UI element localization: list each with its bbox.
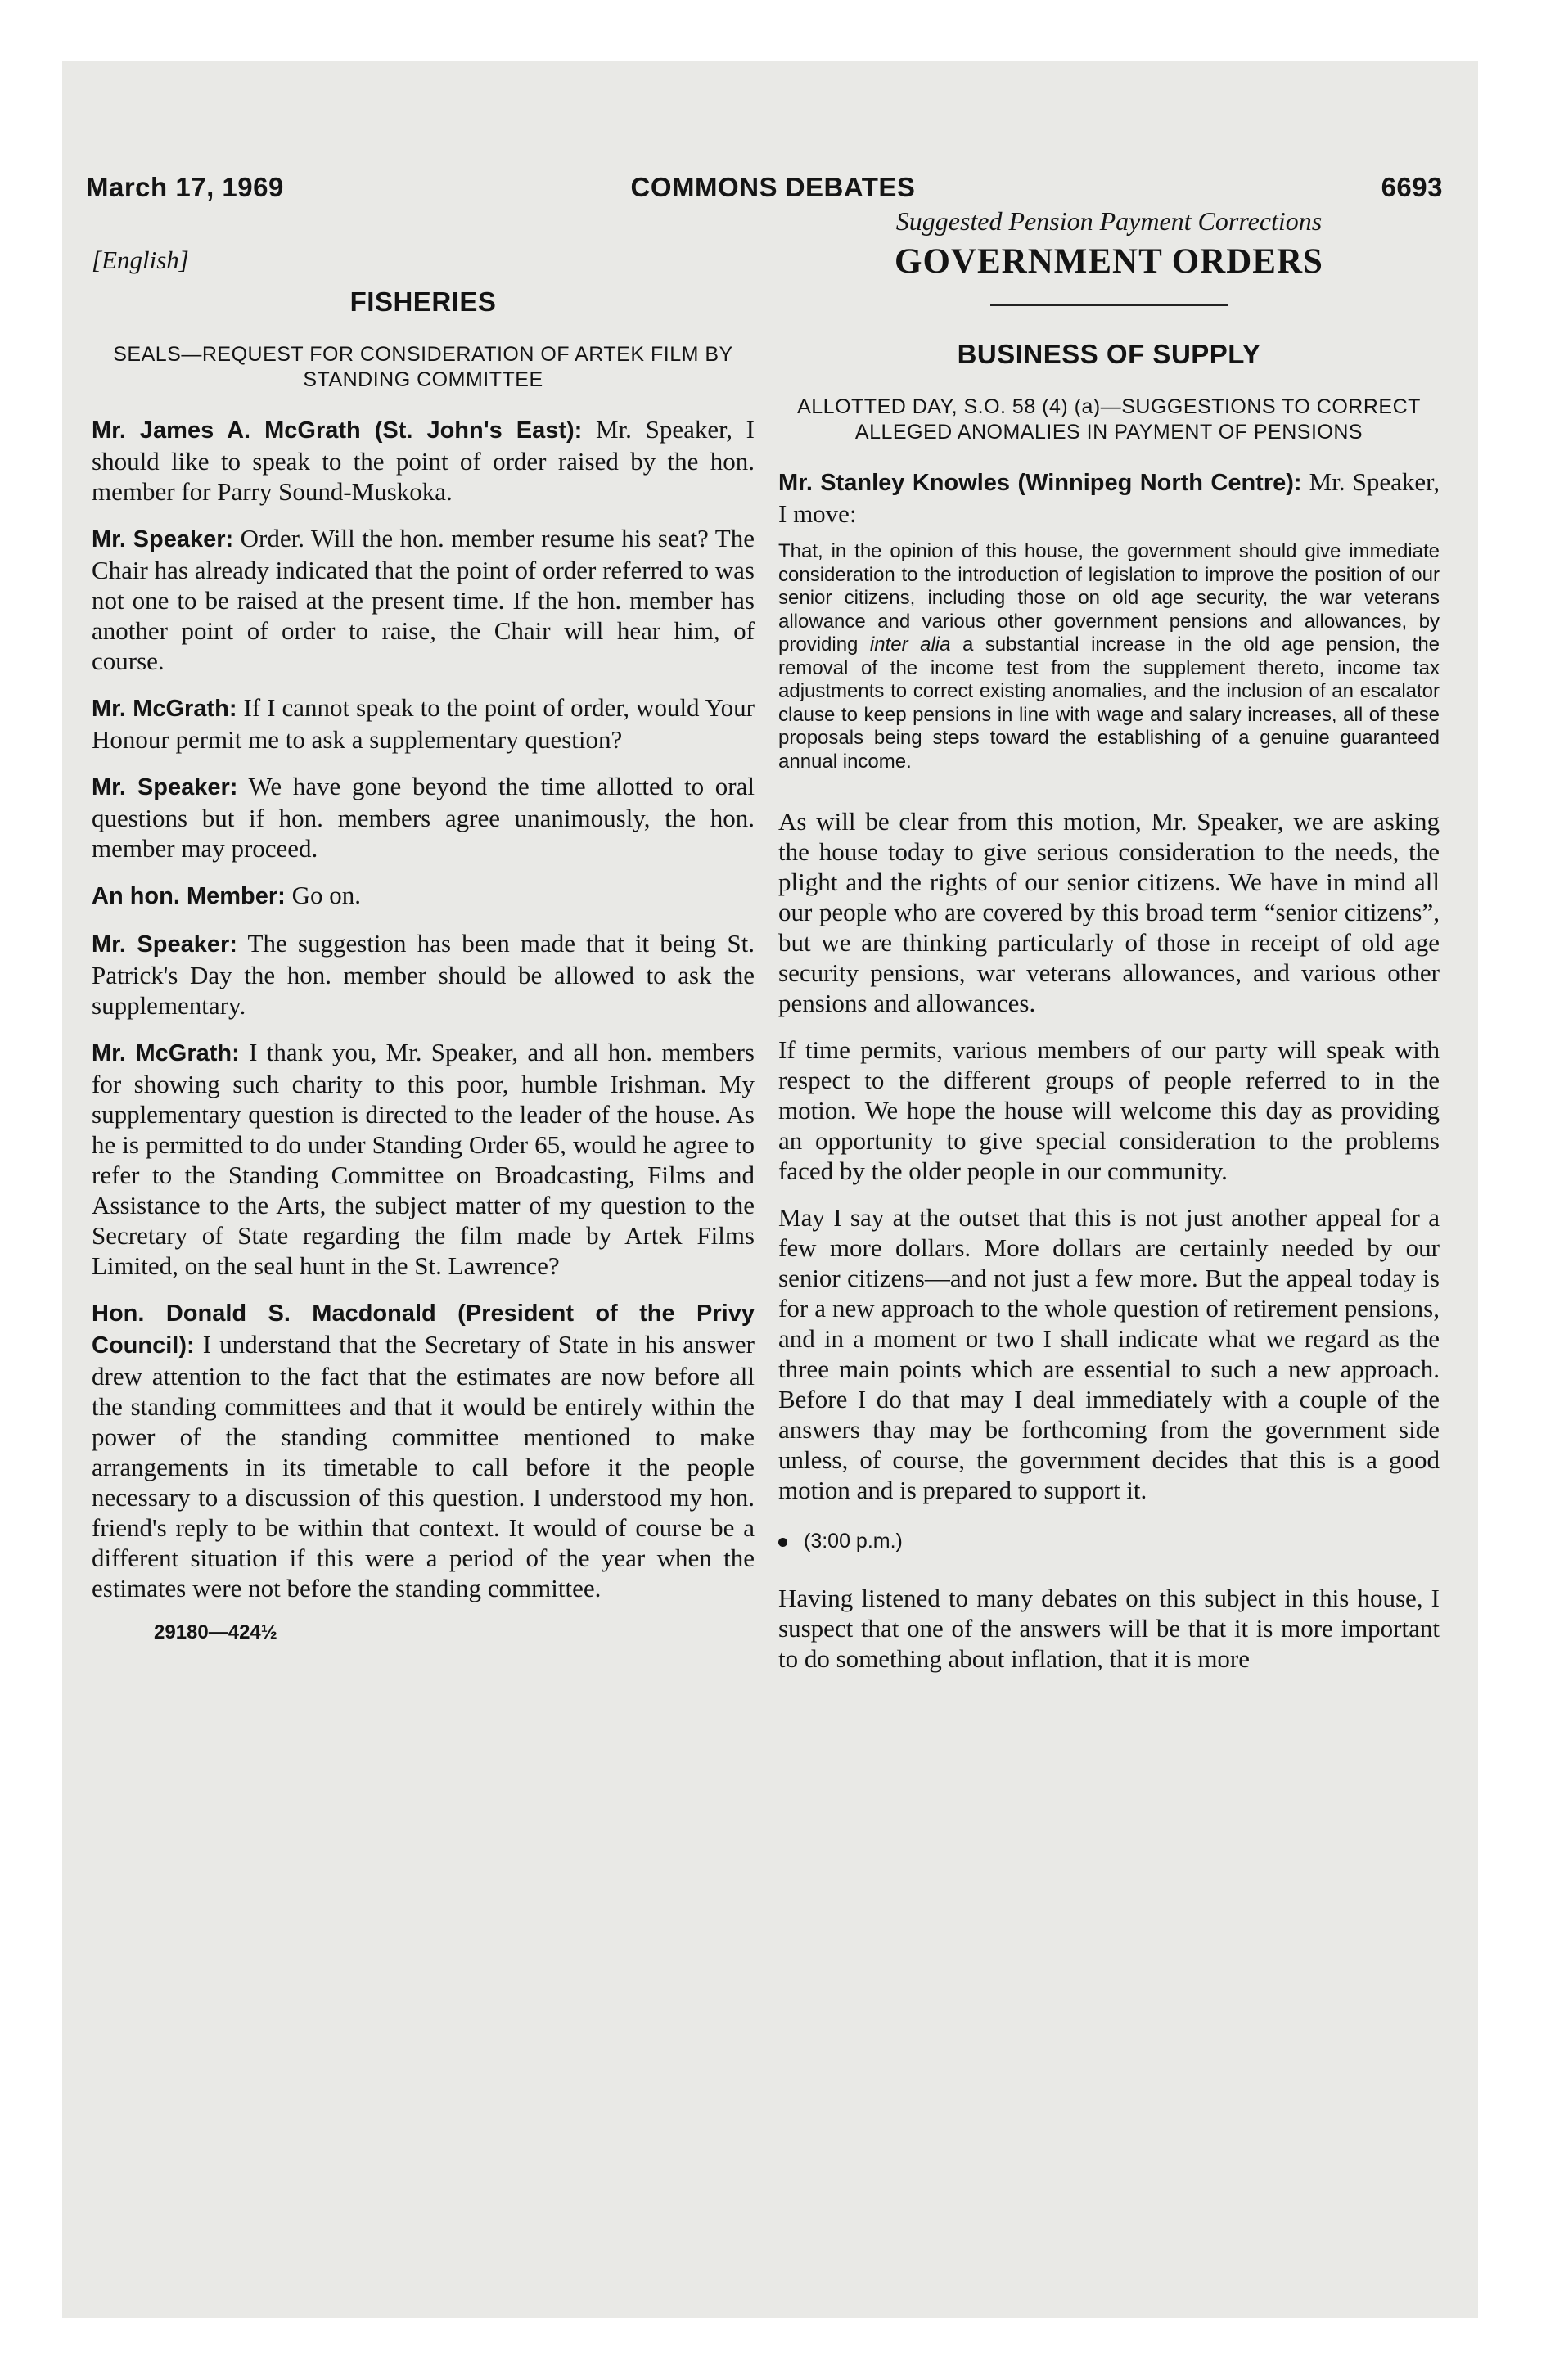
header-date: March 17, 1969: [86, 172, 284, 202]
footer-code: 29180—424½: [154, 1621, 277, 1643]
bullet-icon: [778, 1538, 787, 1547]
speaker-name: Mr. Speaker:: [92, 931, 237, 958]
speech-paragraph: May I say at the outset that this is not just another appeal for a few more dollars. More dollars are certainly needed by our senior citizens—and not just a few more. But the appeal today is for a new approach to the whole question of retirement pensions, and in a moment or two I shall indicate what we regard as the three main points which are essential to such a new approach. Before I do that may I deal immediately with a couple of the answers thay may be forthcoming from the government side unless, of course, the government decides that this is a good motion and is prepared to support it.: [778, 1203, 1440, 1504]
speaker-name: An hon. Member:: [92, 883, 286, 909]
time-marker-text: (3:00 p.m.): [804, 1530, 903, 1553]
left-column: [92, 246, 755, 1644]
speech-paragraph: [92, 880, 755, 912]
speech-text: I thank you, Mr. Speaker, and all hon. members for showing such charity to this poor, humble Irishman. My supplementary question is directed to the leader of the house. As he is permitted to do under Standing Order 65, would he agree to refer to the Standing Committee on Broadcasting, Films and Assistance to the Arts, the subject matter of my question to the Secretary of State regarding the film made by Artek Films Limited, on the seal hunt in the St. Lawrence?: [92, 1038, 755, 1280]
section-title-government-orders: GOVERNMENT ORDERS: [895, 242, 1323, 281]
speech-text: Go on.: [285, 881, 361, 909]
speech-paragraph: If time permits, various members of our party will speak with respect to the different groups of people referred to in the motion. We hope the house will welcome this day as providing an opportunity to give special consideration to the problems faced by the older people in our community.: [778, 1035, 1440, 1185]
speaker-name: Mr. Speaker:: [92, 774, 238, 800]
speech-text: Mr. Speaker, I should like to speak to the point of order raised by the hon. member for Parry Sound-Muskoka.: [92, 415, 755, 506]
speech-paragraph: [92, 692, 755, 755]
right-column: [778, 206, 1440, 1674]
speaker-name: Mr. Stanley Knowles (Winnipeg North Centre):: [778, 470, 1302, 496]
speech-paragraph: [92, 1297, 755, 1603]
motion-text: [778, 540, 1440, 773]
speech-text: Mr. Speaker, I move:: [778, 467, 1440, 528]
language-note: [English]: [92, 246, 189, 274]
motion-text-part: a substantial increase in the old age pension, the removal of the income test from the supplement thereto, income tax adjustments to correct existing anomalies, and the inclusion of an escalator clause to keep pensions in line with wage and salary increases, all of these proposals being steps toward the establishing of a genuine guaranteed annual income.: [778, 633, 1440, 773]
subsection-title-supply: BUSINESS OF SUPPLY: [957, 339, 1261, 369]
speaker-name: Mr. McGrath:: [92, 696, 237, 722]
motion-text-part: That, in the opinion of this house, the government should give immediate consideration to the introduction of legislation to improve the position of our senior citizens, including those on old age security, the war veterans allowance and various other government pensions and allowances, by providing: [778, 540, 1440, 656]
header-title: COMMONS DEBATES: [630, 172, 916, 202]
speech-paragraph: Having listened to many debates on this subject in this house, I suspect that one of the answers will be that it is more important to do something about inflation, that it is more: [778, 1584, 1440, 1673]
speech-text: If I cannot speak to the point of order, would Your Honour permit me to ask a supplementary question?: [92, 693, 755, 754]
running-head: Suggested Pension Payment Corrections: [895, 206, 1323, 236]
divider-rule: [990, 304, 1228, 306]
speech-text: Order. Will the hon. member resume his seat? The Chair has already indicated that the point of order referred to was not one to be raised at the present time. If the hon. member has another point of order to raise, the Chair will hear him, of course.: [92, 524, 755, 675]
speaker-name: Hon. Donald S. Macdonald (President of the Privy Council):: [92, 1300, 755, 1359]
speech-paragraph: [92, 414, 755, 507]
speaker-name: Mr. McGrath:: [92, 1040, 240, 1066]
speech-paragraph: [92, 928, 755, 1021]
motion-italic-term: inter alia: [869, 633, 951, 656]
speech-paragraph: As will be clear from this motion, Mr. Speaker, we are asking the house today to give serious consideration to the needs, the plight and the rights of our senior citizens. We have in mind all our people who are covered by this broad term “senior citizens”, but we are thinking particularly of those in receipt of old age security pensions, war veterans allowances, and various other pensions and allowances.: [778, 807, 1440, 1017]
speech-paragraph: [92, 523, 755, 676]
section-title-fisheries: FISHERIES: [349, 286, 497, 317]
speech-paragraph: [92, 1037, 755, 1281]
time-marker: [778, 1530, 1440, 1553]
speech-paragraph: [92, 771, 755, 863]
speaker-name: Mr. Speaker:: [92, 526, 234, 552]
speech-text: We have gone beyond the time allotted to oral questions but if hon. members agree unanimously, the hon. member may proceed.: [92, 772, 755, 863]
page-number: 6693: [1381, 172, 1443, 202]
allotted-day-heading: ALLOTTED DAY, S.O. 58 (4) (a)—SUGGESTIONS TO CORRECT ALLEGED ANOMALIES IN PAYMENT OF PENSIONS: [797, 395, 1421, 444]
speech-text: I understand that the Secretary of State in his answer drew attention to the fact that the estimates are now before all the standing committees and that it would be entirely within the power of the standing committee mentioned to make arrangements in its timetable to call before it the people necessary to a discussion of this question. I understood my hon. friend's reply to be within that context. It would of course be a different situation if this were a period of the year when the estimates were not before the standing committee.: [92, 1330, 755, 1602]
speech-text: The suggestion has been made that it being St. Patrick's Day the hon. member should be allowed to ask the supplementary.: [92, 929, 755, 1020]
speech-paragraph: [778, 467, 1440, 529]
subsection-title-seals: SEALS—REQUEST FOR CONSIDERATION OF ARTEK FILM BY STANDING COMMITTEE: [113, 343, 733, 391]
speaker-name: Mr. James A. McGrath (St. John's East):: [92, 417, 583, 444]
